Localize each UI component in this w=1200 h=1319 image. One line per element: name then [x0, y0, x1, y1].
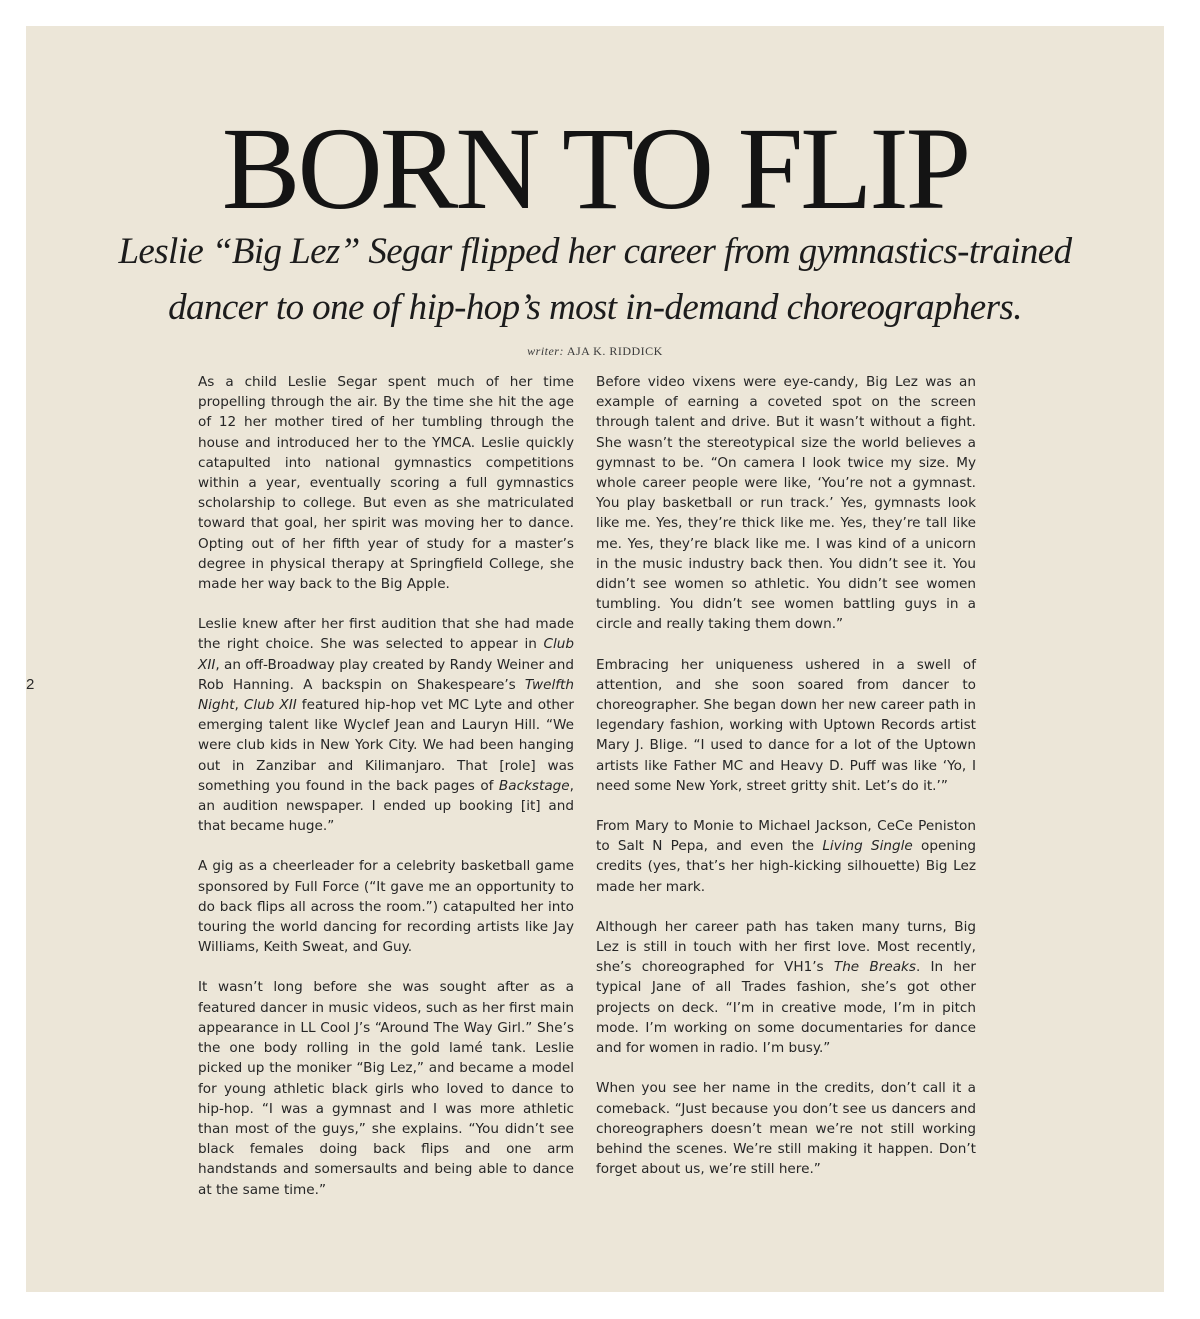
paragraph-3: A gig as a cheerleader for a celebrity basketball game sponsored by Full Force (“It gave me an opportunity to do back flips all across the room.”) catapulted her into touring the world dancing for recording artists like Jay Williams, Keith Sweat, and Guy. [198, 858, 574, 956]
paragraph-8 [596, 917, 976, 1058]
text-run: , [234, 697, 244, 714]
article-column-right [596, 372, 976, 1199]
text-run: , an audition newspaper. I ended up booking [it] and that became huge.” [198, 777, 574, 835]
italic-title: Club XII [198, 636, 574, 673]
paragraph-7 [596, 816, 976, 897]
text-run: opening credits (yes, that’s her high-kicking silhouette) Big Lez made her mark. [596, 838, 976, 895]
italic-title: The Breaks [833, 959, 916, 976]
italic-title: Club XII [243, 697, 297, 714]
magazine-page [26, 26, 1164, 1292]
byline [26, 344, 1164, 359]
paragraph-4: It wasn’t long before she was sought after as a featured dancer in music videos, such as her first main appearance in LL Cool J’s “Around The Way Girl.” She’s the one body rolling in the gold lamé tank. Leslie picked up the moniker “Big Lez,” and became a model for young athletic black girls who loved to dance to hip-hop. “I was a gymnast and I was more athletic than most of the guys,” she explains. “You didn’t see black females doing back flips and one arm handstands and somersaults and being able to dance at the same time.” [198, 979, 574, 1198]
byline-label: writer: [527, 344, 564, 358]
byline-author: AJA K. RIDDICK [566, 344, 663, 358]
text-run: featured hip-hop vet MC Lyte and other emerging talent like Wyclef Jean and Lauryn Hill. “We were club kids in New York City. We had been hanging out in Zanzibar and Kilimanjaro. That [role] was something you found in the back pages of [198, 697, 574, 794]
paragraph-2 [198, 614, 574, 836]
italic-title: Backstage [498, 777, 570, 794]
text-run: . In her typical Jane of all Trades fashion, she’s got other projects on deck. “I’m in creative mode, I’m in pitch mode. I’m working on some documentaries for dance and for women in radio. I’m busy.” [596, 959, 976, 1057]
paragraph-6: Embracing her uniqueness ushered in a swell of attention, and she soon soared from dancer to choreographer. She began down her new career path in legendary fashion, working with Uptown Records artist Mary J. Blige. “I used to dance for a lot of the Uptown artists like Father MC and Heavy D. Puff was like ‘Yo, I need some New York, street gritty shit. Let’s do it.’” [596, 656, 976, 794]
text-run: Leslie knew after her first audition that she had made the right choice. She was selected to appear in [198, 616, 574, 653]
page-number: 2 [26, 676, 35, 693]
article-column-left [198, 372, 574, 1220]
paragraph-9: When you see her name in the credits, don’t call it a comeback. “Just because you don’t see us dancers and choreographers doesn’t mean we’re not still working behind the scenes. We’re still making it happen. Don’t forget about us, we’re still here.” [596, 1080, 976, 1178]
text-run: Although her career path has taken many turns, Big Lez is still in touch with her first love. Most recently, she’s choreographed for VH1’s [596, 918, 976, 976]
text-run: From Mary to Monie to Michael Jackson, CeCe Peniston to Salt N Pepa, and even the [596, 818, 976, 855]
italic-title: Living Single [822, 838, 913, 855]
headline: BORN TO FLIP [221, 103, 969, 234]
paragraph-1: As a child Leslie Segar spent much of her time propelling through the air. By the time she hit the age of 12 her mother tired of her tumbling through the house and introduced her to the YMCA. Leslie quickly catapulted into national gymnastics competitions within a year, eventually scoring a full gymnastics scholarship to college. But even as she matriculated toward that goal, her spirit was moving her to dance. Opting out of her fifth year of study for a master’s degree in physical therapy at Springfield College, she made her way back to the Big Apple. [198, 374, 574, 593]
text-run: , an off-Broadway play created by Randy Weiner and Rob Hanning. A backspin on Shakespeare’s [198, 656, 574, 693]
dek-subtitle: Leslie “Big Lez” Segar flipped her career from gymnastics-trained dancer to one of hip-hop’s most in-demand choreographers. [118, 231, 1072, 328]
italic-title: Twelfth Night [198, 676, 574, 714]
paragraph-5: Before video vixens were eye-candy, Big Lez was an example of earning a coveted spot on the screen through talent and drive. But it wasn’t without a fight. She wasn’t the stereotypical size the world believes a gymnast to be. “On camera I look twice my size. My whole career people were like, ‘You’re not a gymnast. You play basketball or run track.’ Yes, gymnasts look like me. Yes, they’re thick like me. Yes, they’re tall like me. Yes, they’re black like me. I was kind of a unicorn in the music industry back then. You didn’t see it. You didn’t see women so athletic. You didn’t see women tumbling. You didn’t see women battling guys in a circle and really taking them down.” [596, 374, 976, 633]
